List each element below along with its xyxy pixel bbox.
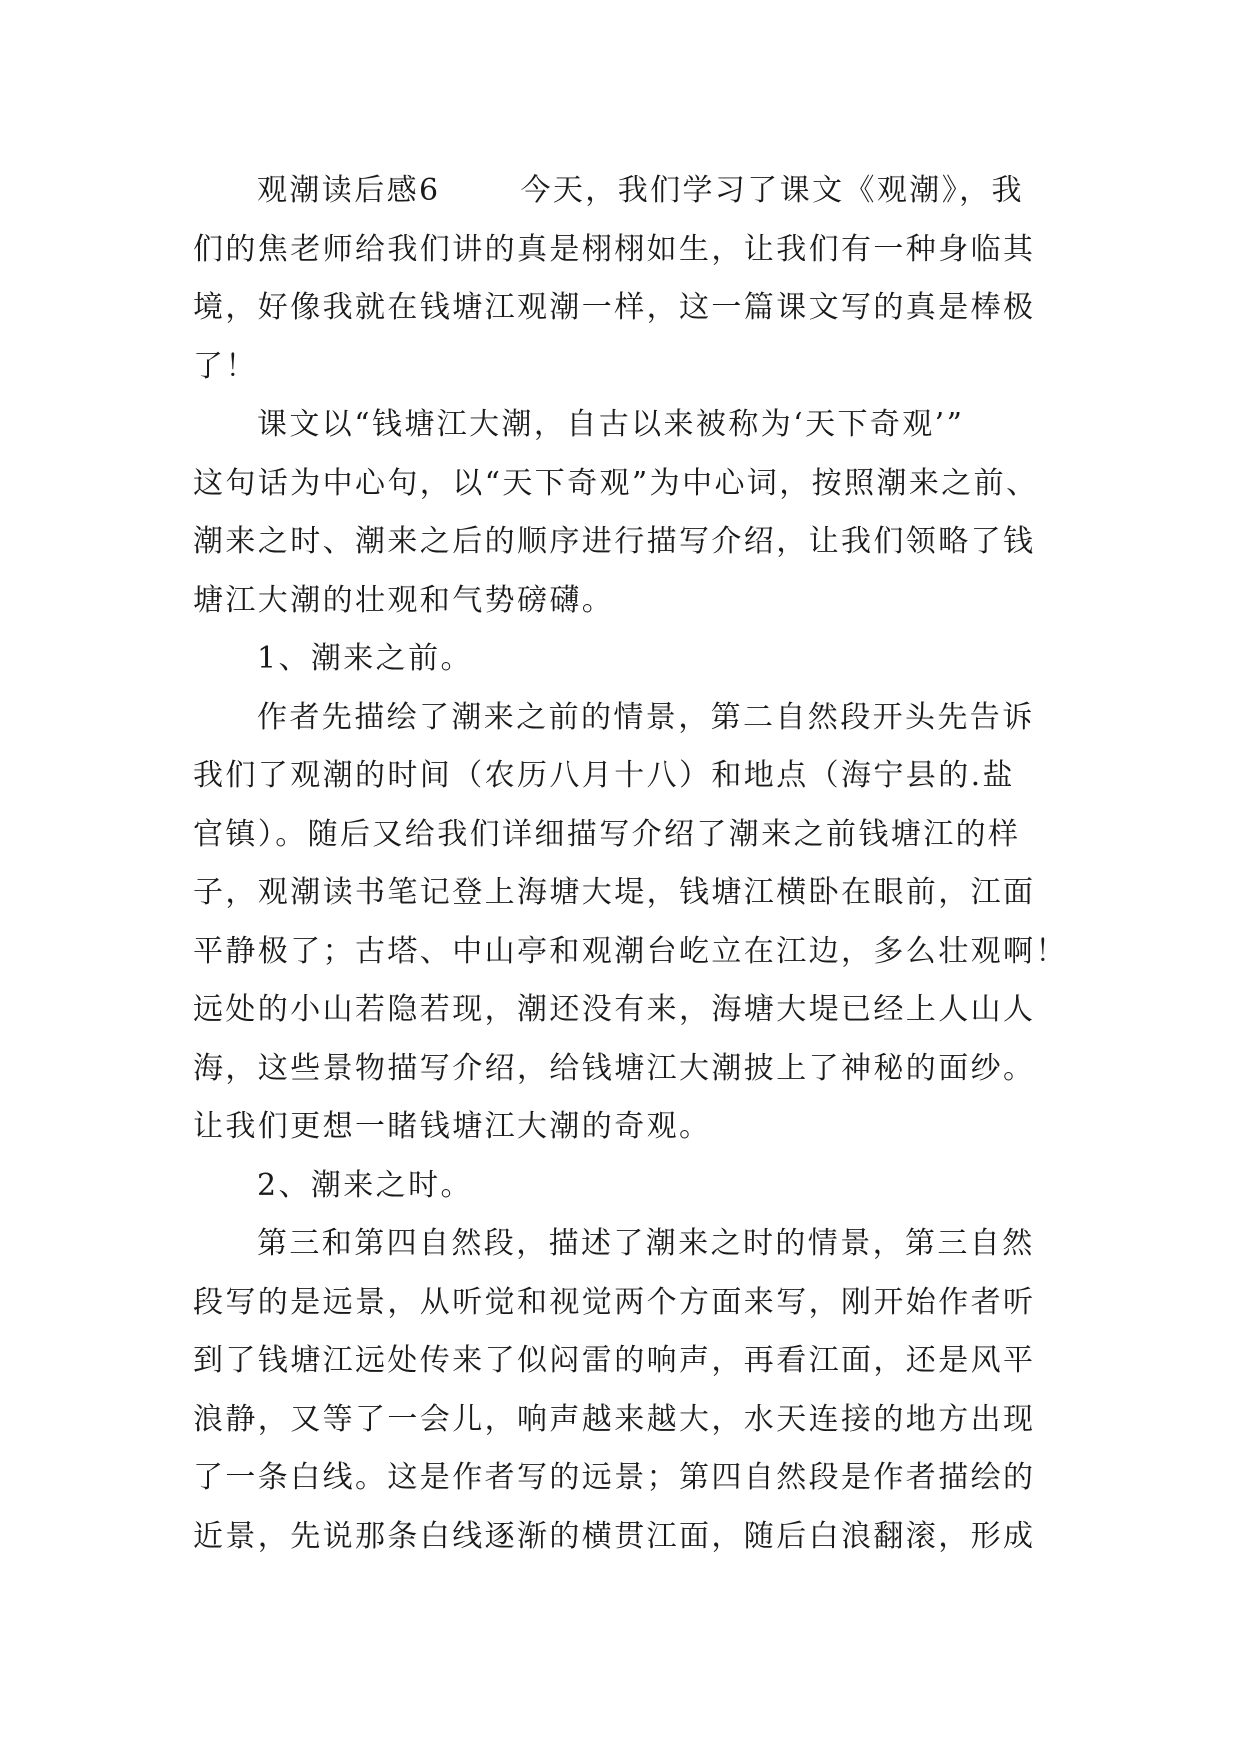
paragraph-3-line-1: 作者先描绘了潮来之前的情景，第二自然段开头先告诉 [257,699,1035,735]
paragraph-1-line-3: 境，好像我就在钱塘江观潮一样，这一篇课文写的真是棒极 [193,290,1036,325]
paragraph-4-line-2: 段写的是远景，从听觉和视觉两个方面来写，刚开始作者听 [193,1284,1036,1320]
paragraph-2-line-4: 塘江大潮的壮观和气势磅礴。 [193,582,615,618]
paragraph-1-line-4: 了！ [193,348,258,384]
paragraph-2-line-1: 课文以“钱塘江大潮，自古以来被称为‘天下奇观’” [257,407,965,442]
paragraph-1-line-1: 今天，我们学习了课文《观潮》，我 [520,173,1024,208]
document-title: 观潮读后感6 [257,173,441,208]
paragraph-4-line-1: 第三和第四自然段，描述了潮来之时的情景，第三自然 [257,1226,1035,1261]
paragraph-4-line-6: 近景，先说那条白线逐渐的横贯江面，随后白浪翻滚，形成 [193,1518,1036,1554]
paragraph-1-line-2: 们的焦老师给我们讲的真是栩栩如生，让我们有一种身临其 [193,231,1036,267]
paragraph-4-line-5: 了一条白线。这是作者写的远景；第四自然段是作者描绘的 [193,1460,1036,1495]
paragraph-3-line-3: 官镇）。随后又给我们详细描写介绍了潮来之前钱塘江的样 [193,816,1021,852]
paragraph-3-line-7: 海，这些景物描写介绍，给钱塘江大潮披上了神秘的面纱。 [193,1050,1036,1086]
section-heading-2: 2、潮来之时。 [257,1167,473,1203]
paragraph-4-line-3: 到了钱塘江远处传来了似闷雷的响声，再看江面，还是风平 [193,1343,1036,1378]
paragraph-4-line-4: 浪静，又等了一会儿，响声越来越大，水天连接的地方出现 [193,1401,1036,1437]
text-line-title [193,162,1073,221]
paragraph-2-line-2: 这句话为中心句，以“天下奇观”为中心词，按照潮来之前、 [193,465,1039,501]
document-body [193,162,1073,1566]
paragraph-3-line-6: 远处的小山若隐若现，潮还没有来，海塘大堤已经上人山人 [193,992,1036,1027]
paragraph-3-line-8: 让我们更想一睹钱塘江大潮的奇观。 [193,1109,712,1144]
paragraph-3-line-2: 我们了观潮的时间（农历八月十八）和地点（海宁县的.盐 [193,758,1015,793]
section-heading-1: 1、潮来之前。 [257,641,473,676]
paragraph-3-line-5: 平静极了；古塔、中山亭和观潮台屹立在江边，多么壮观啊！ [193,933,1068,969]
paragraph-2-line-3: 潮来之时、潮来之后的顺序进行描写介绍，让我们领略了钱 [193,524,1036,559]
paragraph-3-line-4: 子，观潮读书笔记登上海塘大堤，钱塘江横卧在眼前，江面 [193,875,1036,910]
